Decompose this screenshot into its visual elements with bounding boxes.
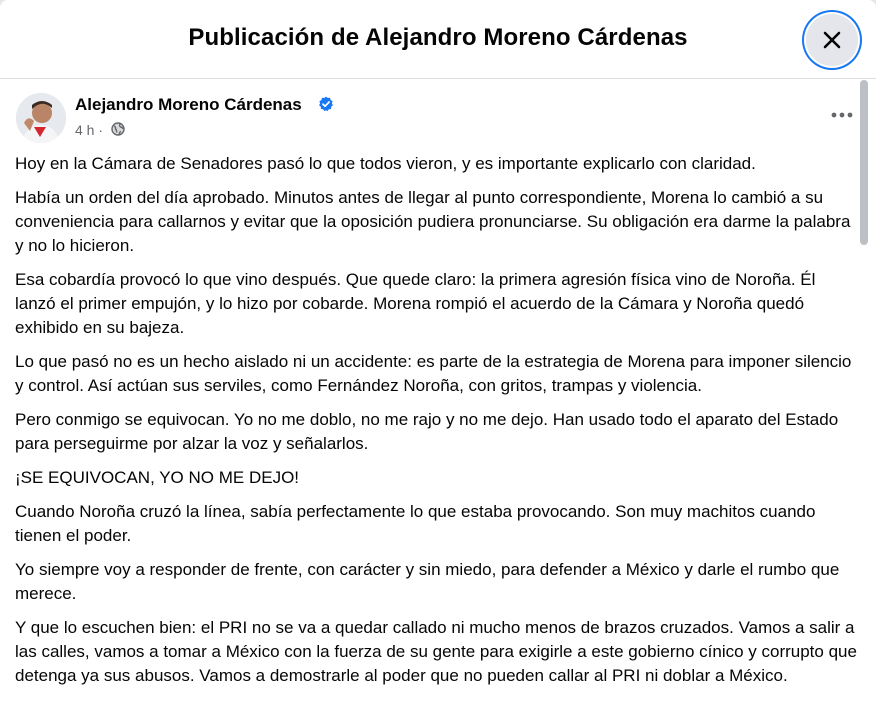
post-paragraph: Y que lo escuchen bien: el PRI no se va a quedar callado ni mucho menos de brazos cruzados. Vamos a salir a las calles, vamos a tomar a México con la fuerza de su gente para exigirle a este gobierno cínico y corrupto que detenga ya sus abusos. Vamos a demostrarle al poder que no pueden callar al PRI ni doblar a México. bbox=[15, 618, 857, 685]
post-timestamp[interactable]: 4 h · bbox=[75, 122, 104, 138]
verified-badge-icon bbox=[318, 96, 334, 112]
post-paragraph: ¡SE EQUIVOCAN, YO NO ME DEJO! bbox=[15, 468, 300, 487]
post-paragraph: Había un orden del día aprobado. Minutos antes de llegar al punto correspondiente, Morena lo cambió a su conveniencia para callarnos y evitar que la oposición pudiera pronunciarse. Su obligación era darme la palabra y no lo hicieron. bbox=[15, 188, 851, 255]
post-paragraph: Pero conmigo se equivocan. Yo no me doblo, no me rajo y no me dejo. Han usado todo el aparato del Estado para perseguirme por alzar la voz y señalarlos. bbox=[15, 410, 839, 453]
post-content bbox=[0, 79, 876, 726]
modal-header bbox=[0, 0, 876, 79]
post-paragraph: Cuando Noroña cruzó la línea, sabía perfectamente lo que estaba provocando. Son muy machitos cuando tienen el poder. bbox=[15, 502, 816, 545]
close-icon bbox=[820, 28, 844, 52]
post-paragraph: Hoy en la Cámara de Senadores pasó lo que todos vieron, y es importante explicarlo con claridad. bbox=[15, 154, 756, 173]
author-avatar[interactable] bbox=[16, 93, 66, 143]
author-name[interactable]: Alejandro Moreno Cárdenas bbox=[75, 95, 302, 114]
scrollbar-thumb[interactable] bbox=[860, 80, 868, 245]
post-text bbox=[15, 152, 860, 698]
more-options-button[interactable] bbox=[824, 103, 860, 127]
post-paragraph: Yo siempre voy a responder de frente, con carácter y sin miedo, para defender a México y darle el rumbo que merece. bbox=[15, 560, 840, 603]
more-horizontal-icon bbox=[824, 103, 860, 127]
avatar-image bbox=[16, 93, 66, 143]
globe-icon[interactable] bbox=[111, 122, 125, 136]
close-button[interactable] bbox=[806, 14, 858, 66]
post-header bbox=[16, 93, 860, 145]
scrollbar[interactable] bbox=[858, 80, 870, 726]
modal-title: Publicación de Alejandro Moreno Cárdenas bbox=[188, 24, 688, 51]
post-paragraph: Lo que pasó no es un hecho aislado ni un accidente: es parte de la estrategia de Morena para imponer silencio y control. Así actúan sus serviles, como Fernández Noroña, con gritos, trampas y violencia. bbox=[15, 352, 852, 395]
post-paragraph: Esa cobardía provocó lo que vino después. Que quede claro: la primera agresión física vino de Noroña. Él lanzó el primer empujón, y lo hizo por cobarde. Morena rompió el acuerdo de la Cámara y Noroña quedó exhibido en su bajeza. bbox=[15, 270, 816, 337]
